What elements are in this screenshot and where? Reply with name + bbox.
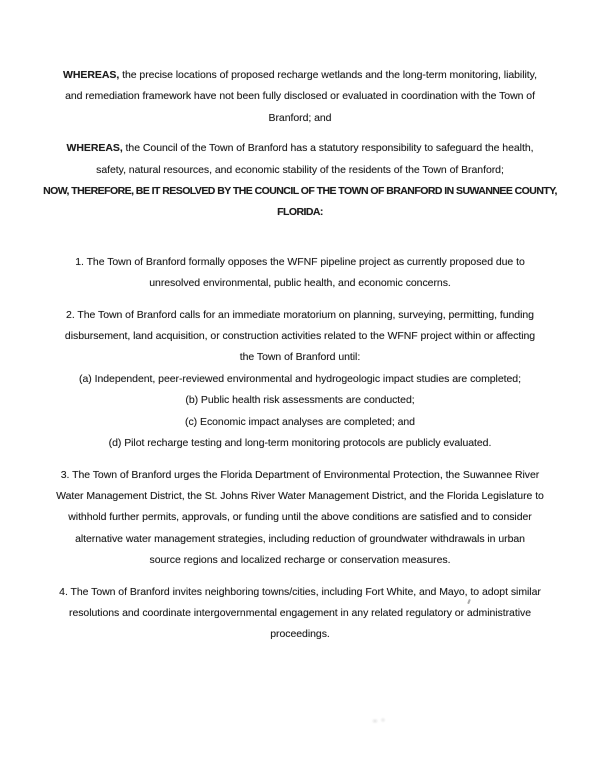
whereas-clause-1: [30, 65, 570, 129]
text-segment: (b) Public health risk assessments are conducted;: [185, 394, 415, 407]
bold-text-segment: NOW, THEREFORE, BE IT RESOLVED BY THE COUNCIL OF THE TOWN OF BRANFORD IN SUWANNEE COUNTY,: [43, 185, 557, 198]
text-line: [30, 603, 570, 624]
text-segment: unresolved environmental, public health, and economic concerns.: [149, 277, 451, 290]
resolution-item-2: [30, 305, 570, 455]
text-line: [30, 507, 570, 528]
text-segment: 1. The Town of Branford formally opposes the WFNF pipeline project as currently proposed due to: [75, 255, 525, 268]
bold-text-segment: WHEREAS,: [66, 142, 123, 155]
text-line: [30, 347, 570, 368]
text-segment: Water Management District, the St. Johns River Water Management District, and the Florida Legislature to: [56, 489, 544, 502]
faint-smudge-artifact: [370, 715, 388, 727]
text-segment: and remediation framework have not been fully disclosed or evaluated in coordination with the Town of: [65, 90, 535, 103]
text-segment: Branford; and: [268, 111, 332, 124]
text-line: [30, 202, 570, 223]
bold-text-segment: WHEREAS,: [63, 69, 120, 81]
text-segment: withhold further permits, approvals, or funding until the above conditions are satisfied and to consider: [68, 511, 532, 524]
resolution-item-1: [30, 252, 570, 295]
text-line: [30, 390, 570, 411]
text-line: [30, 529, 570, 550]
text-line: [30, 86, 570, 107]
text-segment: 4. The Town of Branford invites neighboring towns/cities, including Fort White, and Mayo, to adopt similar: [59, 585, 541, 598]
text-segment: safety, natural resources, and economic stability of the residents of the Town of Branford;: [96, 163, 504, 176]
text-line: [30, 412, 570, 433]
text-line: [30, 160, 570, 181]
text-segment: (d) Pilot recharge testing and long-term monitoring protocols are publicly evaluated.: [108, 437, 492, 450]
text-segment: alternative water management strategies, including reduction of groundwater withdrawals in urban: [75, 532, 525, 545]
text-line: [30, 624, 570, 645]
text-segment: disbursement, land acquisition, or construction activities related to the WFNF project within or affecting: [64, 330, 536, 343]
text-line: [30, 65, 570, 86]
resolved-clause: [30, 181, 570, 224]
resolution-item-4: [30, 582, 570, 646]
text-line: [30, 138, 570, 159]
text-line: [30, 108, 570, 129]
text-segment: the Council of the Town of Branford has a statutory responsibility to safeguard the health,: [122, 142, 534, 155]
whereas-clause-2: [30, 138, 570, 181]
text-segment: the precise locations of proposed recharge wetlands and the long-term monitoring, liability,: [119, 69, 537, 81]
document-body: [30, 65, 570, 656]
text-line: [30, 486, 570, 507]
text-line: [30, 305, 570, 326]
bold-text-segment: FLORIDA:: [277, 206, 323, 219]
text-line: [30, 273, 570, 294]
text-segment: proceedings.: [270, 628, 330, 641]
text-segment: 3. The Town of Branford urges the Florida Department of Environmental Protection, the Suwannee River: [60, 468, 540, 481]
text-segment: the Town of Branford until:: [239, 351, 361, 364]
text-segment: source regions and localized recharge or conservation measures.: [149, 554, 451, 567]
text-line: [30, 369, 570, 390]
text-line: [30, 465, 570, 486]
text-segment: (c) Economic impact analyses are completed; and: [185, 415, 415, 428]
text-line: [30, 433, 570, 454]
text-line: [30, 326, 570, 347]
text-line: [30, 181, 570, 202]
text-line: [30, 582, 570, 603]
text-line: [30, 550, 570, 571]
text-segment: 2. The Town of Branford calls for an immediate moratorium on planning, surveying, permitting, funding: [66, 308, 534, 321]
text-segment: resolutions and coordinate intergovernmental engagement in any related regulatory or administrative: [69, 606, 531, 619]
text-segment: (a) Independent, peer-reviewed environmental and hydrogeologic impact studies are completed;: [79, 372, 521, 385]
resolution-item-3: [30, 465, 570, 572]
text-line: [30, 252, 570, 273]
